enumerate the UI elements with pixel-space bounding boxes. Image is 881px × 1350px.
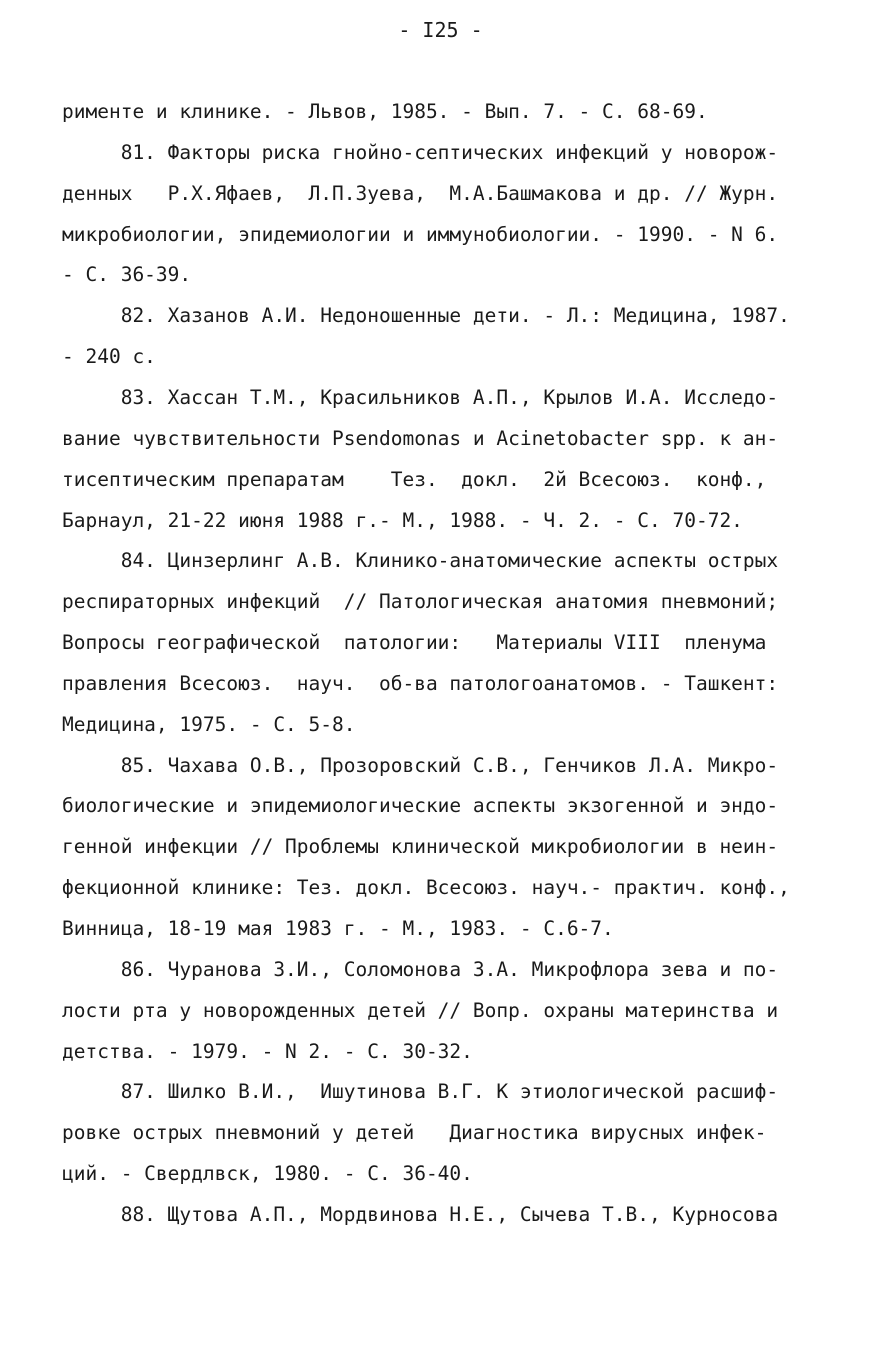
text-line: 81. Факторы риска гнойно-септических инфекций у новорож- — [62, 140, 779, 164]
text-line: правления Всесоюз. науч. об-ва патологоанатомов. - Ташкент: — [62, 671, 779, 695]
text-line: 82. Хазанов А.И. Недоношенные дети. - Л.: Медицина, 1987. — [62, 304, 790, 328]
text-line: - 240 с. — [62, 345, 156, 369]
text-line: 86. Чуранова З.И., Соломонова З.А. Микрофлора зева и по- — [62, 957, 779, 981]
text-line: денных Р.Х.Яфаев, Л.П.Зуева, М.А.Башмакова и др. // Журн. — [62, 181, 779, 205]
page-number: - I25 - — [398, 18, 483, 42]
text-line: 87. Шилко В.И., Ишутинова В.Г. К этиологической расшиф- — [62, 1080, 779, 1104]
text-line: 83. Хассан Т.М., Красильников А.П., Крылов И.А. Исследо- — [62, 385, 779, 409]
text-line: вание чувствительности Psendomonas и Acinetobacter spp. к ан- — [62, 426, 779, 450]
text-line: микробиологии, эпидемиологии и иммунобиологии. - 1990. - N 6. — [62, 222, 779, 246]
text-line: 85. Чахава О.В., Прозоровский С.В., Генчиков Л.А. Микро- — [62, 753, 779, 777]
text-line: Барнаул, 21-22 июня 1988 г.- М., 1988. - Ч. 2. - С. 70-72. — [62, 508, 743, 532]
text-line: Вопросы географической патологии: Материалы VIII пленума — [62, 631, 767, 655]
text-line: 88. Щутова А.П., Мордвинова Н.Е., Сычева Т.В., Курносова — [62, 1202, 779, 1226]
text-line: детства. - 1979. - N 2. - С. 30-32. — [62, 1039, 473, 1063]
text-line: фекционной клинике: Тез. докл. Всесоюз. науч.- практич. конф., — [62, 876, 790, 900]
text-line: респираторных инфекций // Патологическая анатомия пневмоний; — [62, 590, 779, 614]
text-line: биологические и эпидемиологические аспекты экзогенной и эндо- — [62, 794, 779, 818]
text-line: рименте и клинике. - Львов, 1985. - Вып. 7. - С. 68-69. — [62, 100, 708, 123]
text-line: ций. - Свердлвск, 1980. - С. 36-40. — [62, 1162, 473, 1186]
text-line: 84. Цинзерлинг А.В. Клинико-анатомические аспекты острых — [62, 549, 779, 573]
text-line: - С. 36-39. — [62, 263, 192, 287]
text-line: тисептическим препаратам Тез. докл. 2й Всесоюз. конф., — [62, 467, 767, 491]
text-line: лости рта у новорожденных детей // Вопр. охраны материнства и — [62, 998, 779, 1022]
text-line: ровке острых пневмоний у детей Диагностика вирусных инфек- — [62, 1121, 767, 1145]
text-line: генной инфекции // Проблемы клинической микробиологии в неин- — [62, 835, 779, 859]
text-line: Винница, 18-19 мая 1983 г. - М., 1983. - С.6-7. — [62, 917, 614, 940]
text-line: Медицина, 1975. - С. 5-8. — [62, 712, 356, 736]
